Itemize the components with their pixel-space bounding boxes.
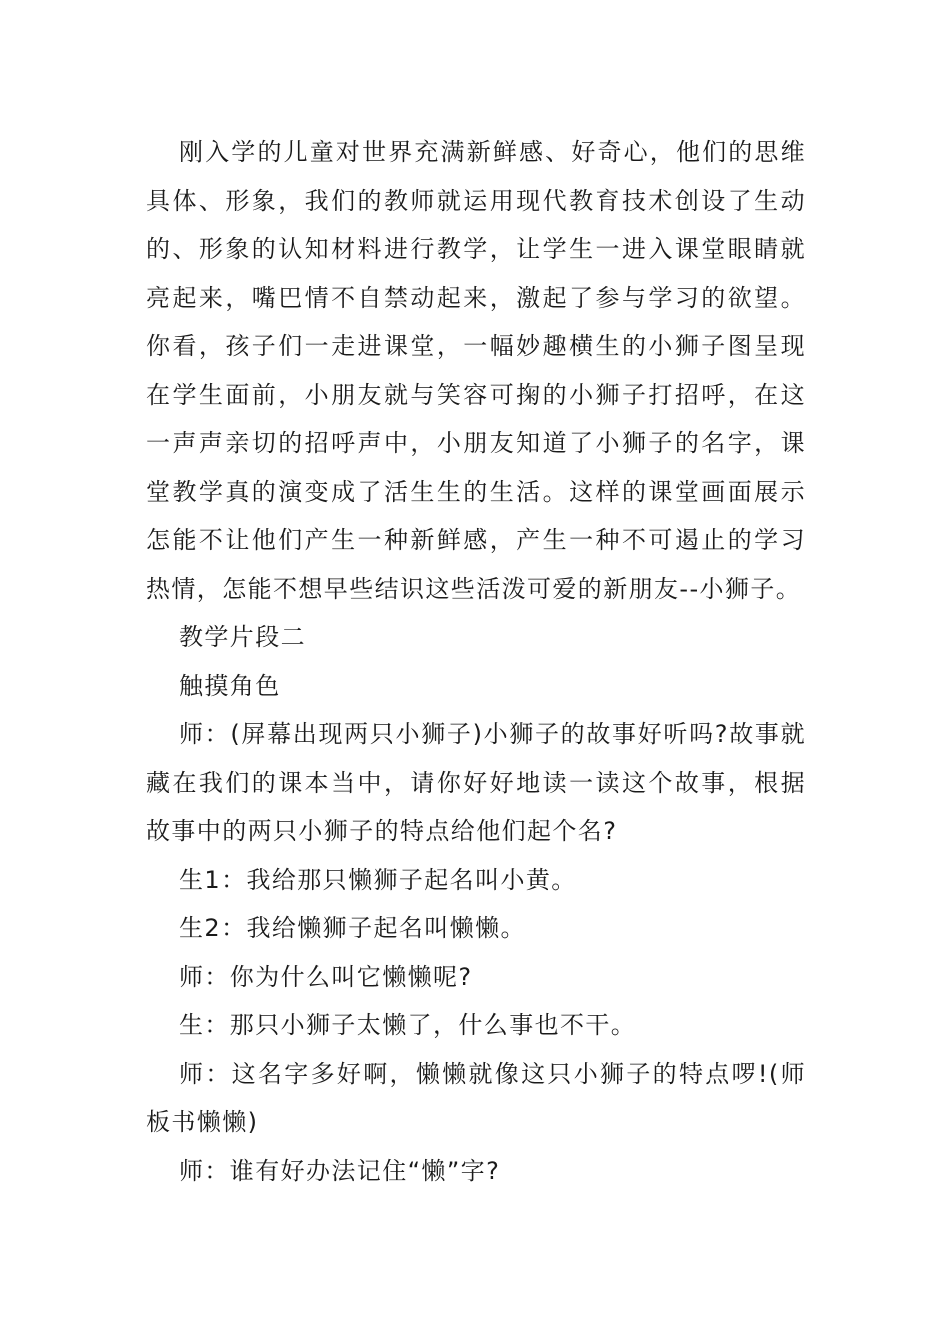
document-body bbox=[146, 128, 806, 1195]
dialogue-teacher-4: 师：谁有好办法记住“懒”字? bbox=[179, 1156, 501, 1185]
dialogue-teacher-2: 师：你为什么叫它懒懒呢? bbox=[179, 962, 473, 991]
section-heading: 教学片段二 bbox=[179, 623, 306, 651]
dialogue-teacher-3: 师：这名字多好啊，懒懒就像这只小狮子的特点啰!(师板书懒懒) bbox=[146, 1059, 806, 1136]
intro-paragraph: 刚入学的儿童对世界充满新鲜感、好奇心，他们的思维具体、形象，我们的教师就运用现代教育技术创设了生动的、形象的认知材料进行教学，让学生一进入课堂眼睛就亮起来，嘴巴情不自禁动起来，激起了参与学习的欲望。你看，孩子们一走进课堂，一幅妙趣横生的小狮子图呈现在学生面前，小朋友就与笑容可掬的小狮子打招呼，在这一声声亲切的招呼声中，小朋友知道了小狮子的名字，课堂教学真的演变成了活生生的生活。这样的课堂画面展示怎能不让他们产生一种新鲜感，产生一种不可遏止的学习热情，怎能不想早些结识这些活泼可爱的新朋友--小狮子。 bbox=[146, 138, 806, 603]
dialogue-teacher-1: 师：(屏幕出现两只小狮子)小狮子的故事好听吗?故事就藏在我们的课本当中，请你好好地读一读这个故事，根据故事中的两只小狮子的特点给他们起个名? bbox=[146, 720, 806, 845]
dialogue-student-3: 生：那只小狮子太懒了，什么事也不干。 bbox=[179, 1011, 637, 1039]
section-subheading: 触摸角色 bbox=[179, 671, 281, 700]
dialogue-student-1: 生1：我给那只懒狮子起名叫小黄。 bbox=[179, 865, 577, 894]
dialogue-student-2: 生2：我给懒狮子起名叫懒懒。 bbox=[179, 914, 526, 942]
